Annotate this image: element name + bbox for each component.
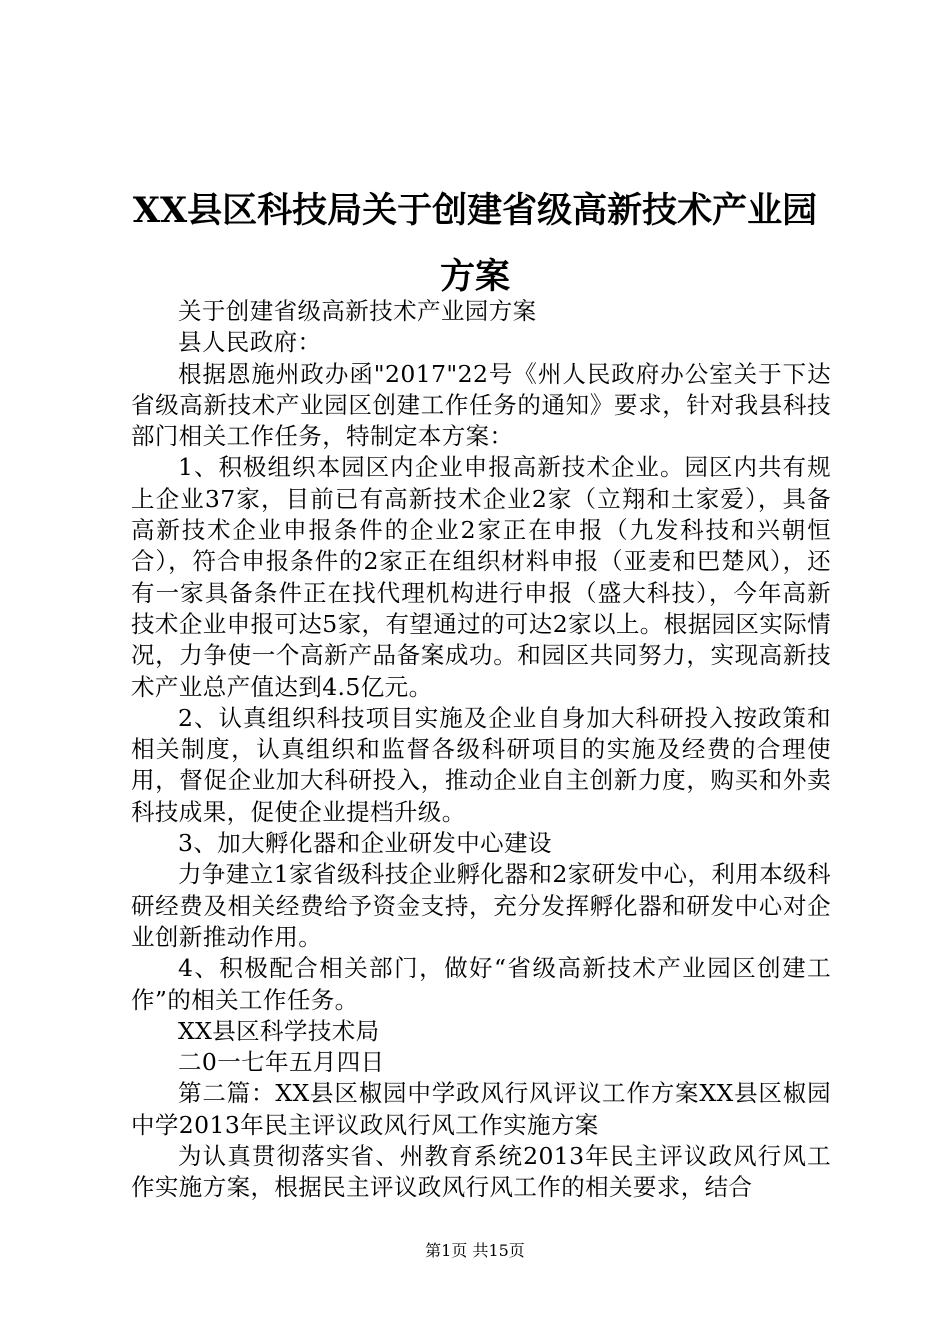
document-title-line-1: XX县区科技局关于创建省级高新技术产业园 (132, 190, 818, 231)
item-3-paragraph: 力争建立1家省级科技企业孵化器和2家研发中心，利用本级科研经费及相关经费给予资金支持，充分发挥孵化器和研发中心对企业创新推动作用。 (131, 860, 831, 951)
salutation-paragraph: 县人民政府： (178, 328, 322, 357)
second-article-heading: 第二篇：XX县区椒园中学政风行风评议工作方案XX县区椒园中学2013年民主评议政风行风工作实施方案 (131, 1079, 831, 1139)
item-3-heading: 3、加大孵化器和企业研发中心建设 (178, 829, 552, 858)
item-4-paragraph: 4、积极配合相关部门，做好“省级高新技术产业园区创建工作”的相关工作任务。 (131, 954, 831, 1014)
item-1-paragraph: 1、积极组织本园区内企业申报高新技术企业。园区内共有规上企业37家，目前已有高新技术企业2家（立翔和土家爱），具备高新技术企业申报条件的企业2家正在申报（九发科技和兴朝恒合），符合申报条件的2家正在组织材料申报（亚麦和巴楚风），还有一家具备条件正在找代理机构进行申报（盛大科技），今年高新技术企业申报可达5家，有望通过的可达2家以上。根据园区实际情况，力争使一个高新产品备案成功。和园区共同努力，实现高新技术产业总产值达到4.5亿元。 (131, 453, 831, 701)
intro-paragraph: 根据恩施州政办函"2017"22号《州人民政府办公室关于下达省级高新技术产业园区创建工作任务的通知》要求，针对我县科技部门相关工作任务，特制定本方案： (131, 359, 831, 451)
second-article-paragraph: 为认真贯彻落实省、州教育系统2013年民主评议政风行风工作实施方案，根据民主评议政风行风工作的相关要求，结合 (131, 1142, 831, 1202)
document-title-line-2: 方案 (439, 256, 510, 297)
item-2-paragraph: 2、认真组织科技项目实施及企业自身加大科研投入按政策和相关制度，认真组织和监督各级科研项目的实施及经费的合理使用，督促企业加大科研投入，推动企业自主创新力度，购买和外卖科技成果，促使企业提档升级。 (131, 703, 831, 826)
signature-org: XX县区科学技术局 (178, 1016, 380, 1045)
signature-date: 二0一七年五月四日 (178, 1048, 385, 1077)
subtitle-paragraph: 关于创建省级高新技术产业园方案 (178, 297, 537, 325)
document-title (120, 178, 830, 310)
document-body (131, 296, 831, 1204)
page-number-footer: 第1页 共15页 (425, 1241, 525, 1260)
